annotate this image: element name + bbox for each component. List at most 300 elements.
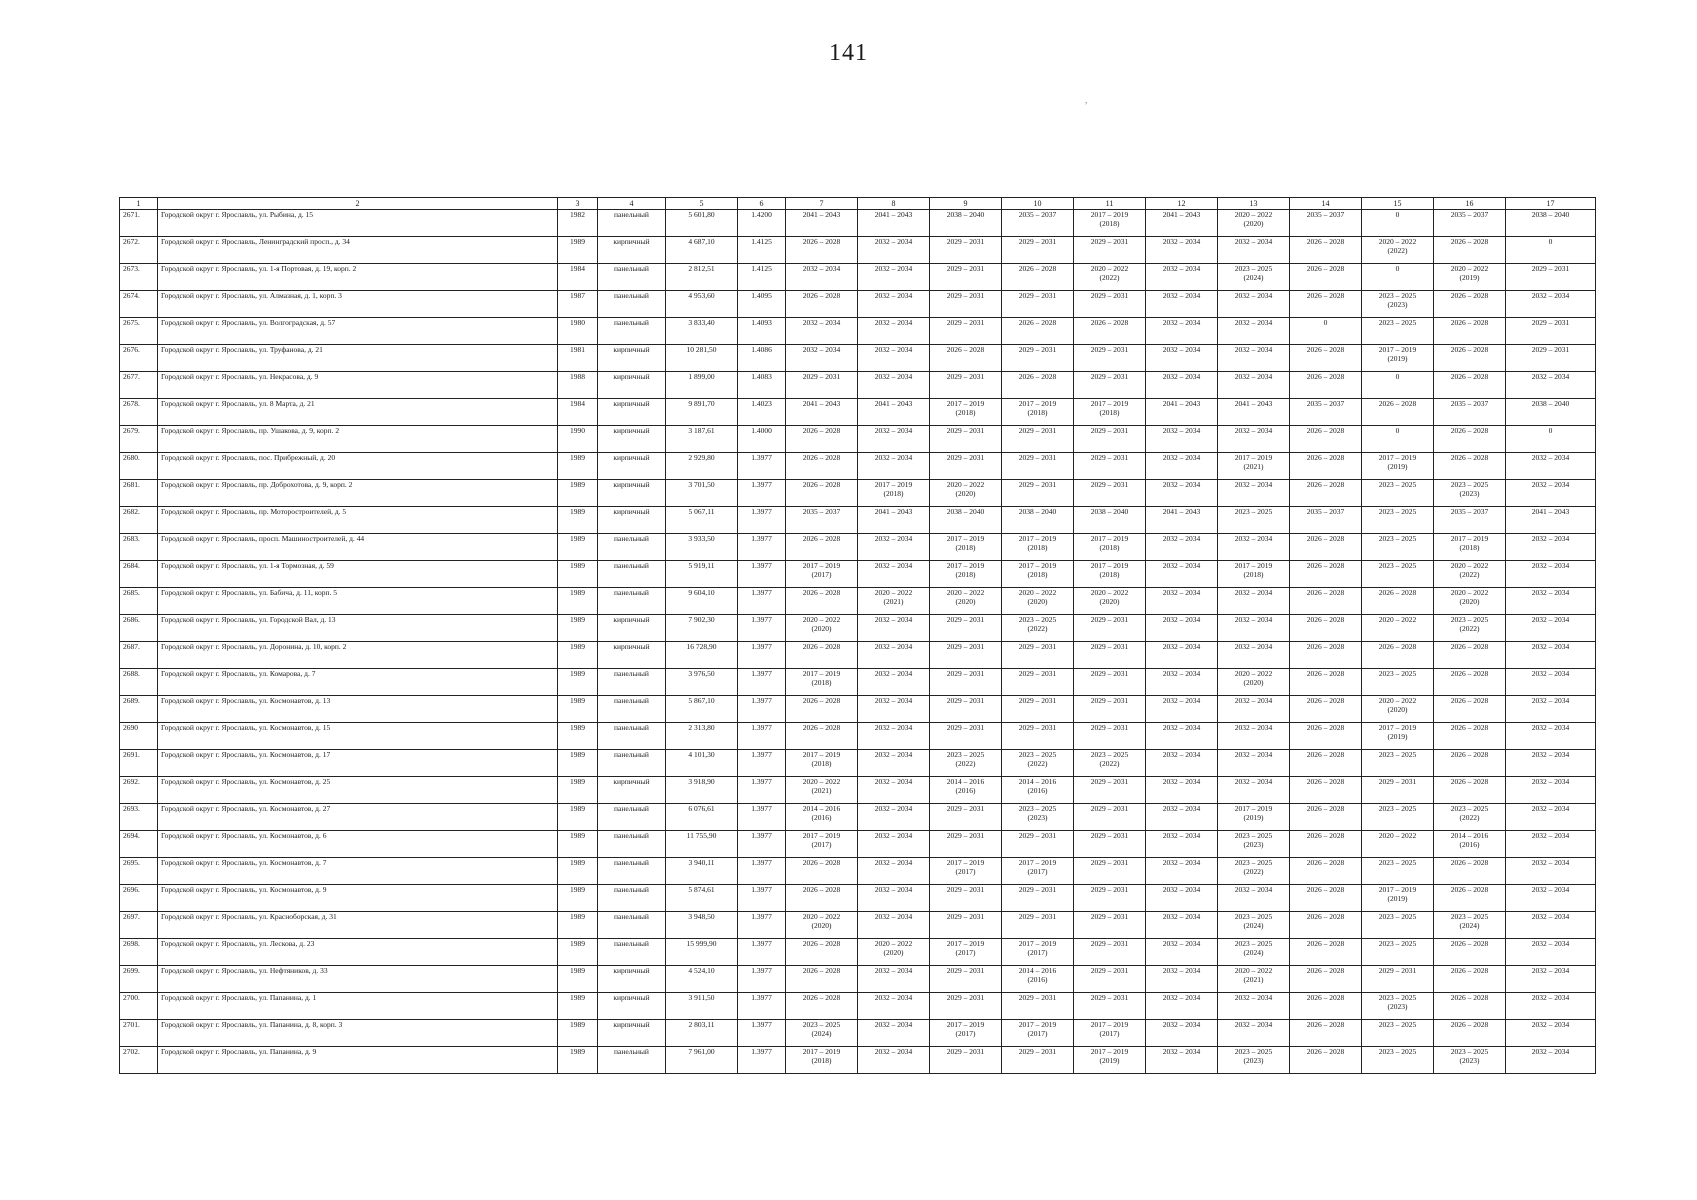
table-cell: 2017 – 2019 (2018) <box>1074 561 1146 588</box>
table-cell: 2041 – 2043 <box>1146 399 1218 426</box>
table-cell: 2 313,80 <box>666 723 738 750</box>
table-cell: 2026 – 2028 <box>1434 1020 1506 1047</box>
table-cell: 2023 – 2025 <box>1362 804 1434 831</box>
table-cell: 2695. <box>120 858 158 885</box>
table-cell: 2017 – 2019 (2017) <box>930 939 1002 966</box>
table-cell: панельный <box>598 264 666 291</box>
table-cell: Городской округ г. Ярославль, ул. Космонавтов, д. 6 <box>158 831 558 858</box>
table-cell: 2026 – 2028 <box>1290 534 1362 561</box>
table-cell: 2032 – 2034 <box>786 318 858 345</box>
table-cell: 2032 – 2034 <box>1146 966 1218 993</box>
table-cell: 1987 <box>558 291 598 318</box>
table-cell: 2035 – 2037 <box>1002 210 1074 237</box>
table-cell: 2026 – 2028 <box>1290 237 1362 264</box>
table-cell: 2023 – 2025 (2022) <box>1434 615 1506 642</box>
table-cell: 3 976,50 <box>666 669 738 696</box>
table-cell: 1989 <box>558 993 598 1020</box>
table-cell: 2023 – 2025 (2024) <box>1218 912 1290 939</box>
table-cell: 1989 <box>558 642 598 669</box>
table-cell: 2026 – 2028 <box>786 237 858 264</box>
table-cell: 2026 – 2028 <box>930 345 1002 372</box>
column-header-12: 12 <box>1146 198 1218 210</box>
table-cell: 2017 – 2019 (2019) <box>1362 453 1434 480</box>
table-cell: 2026 – 2028 <box>1002 318 1074 345</box>
table-cell: 2029 – 2031 <box>930 696 1002 723</box>
table-cell: 2017 – 2019 (2018) <box>930 561 1002 588</box>
table-cell: 2696. <box>120 885 158 912</box>
table-cell: 1.4093 <box>738 318 786 345</box>
table-cell: 2032 – 2034 <box>1146 534 1218 561</box>
table-cell: 2014 – 2016 (2016) <box>930 777 1002 804</box>
table-cell: Городской округ г. Ярославль, пр. Доброхотова, д. 9, корп. 2 <box>158 480 558 507</box>
table-cell: кирпичный <box>598 642 666 669</box>
table-cell: кирпичный <box>598 480 666 507</box>
table-cell: 2702. <box>120 1047 158 1074</box>
table-cell: 1.3977 <box>738 642 786 669</box>
table-cell: 2017 – 2019 (2018) <box>786 669 858 696</box>
column-header-11: 11 <box>1074 198 1146 210</box>
table-cell: 2029 – 2031 <box>930 237 1002 264</box>
table-row <box>120 561 1596 588</box>
table-cell: 2032 – 2034 <box>1146 750 1218 777</box>
table-cell: 2035 – 2037 <box>786 507 858 534</box>
table-cell: 2026 – 2028 <box>786 588 858 615</box>
table-row <box>120 885 1596 912</box>
table-cell: 1989 <box>558 696 598 723</box>
table-cell: 2029 – 2031 <box>930 966 1002 993</box>
table-cell: 1.3977 <box>738 480 786 507</box>
table-cell: 5 874,61 <box>666 885 738 912</box>
table-cell: 1984 <box>558 264 598 291</box>
table-cell: 2029 – 2031 <box>1362 777 1434 804</box>
table-cell: 2029 – 2031 <box>1002 831 1074 858</box>
table-cell: 2023 – 2025 <box>1362 939 1434 966</box>
column-header-13: 13 <box>1218 198 1290 210</box>
table-cell: 2676. <box>120 345 158 372</box>
table-cell: 2032 – 2034 <box>1218 993 1290 1020</box>
table-cell: 2029 – 2031 <box>930 642 1002 669</box>
table-row <box>120 1047 1596 1074</box>
table-cell: 2029 – 2031 <box>1074 480 1146 507</box>
table-cell: 2029 – 2031 <box>1074 777 1146 804</box>
table-cell: 1.4125 <box>738 264 786 291</box>
table-cell: кирпичный <box>598 426 666 453</box>
table-cell: Городской округ г. Ярославль, ул. Лескова, д. 23 <box>158 939 558 966</box>
table-row <box>120 777 1596 804</box>
table-cell: Городской округ г. Ярославль, ул. 1-я Портовая, д. 19, корп. 2 <box>158 264 558 291</box>
table-cell: 2017 – 2019 (2018) <box>786 1047 858 1074</box>
table-cell: 2023 – 2025 <box>1362 1020 1434 1047</box>
table-cell: 2038 – 2040 <box>1002 507 1074 534</box>
table-cell: 1989 <box>558 804 598 831</box>
table-cell: 1989 <box>558 669 598 696</box>
table-cell: 2017 – 2019 (2017) <box>1002 939 1074 966</box>
table-cell: 2041 – 2043 <box>786 399 858 426</box>
table-cell: 2020 – 2022 (2020) <box>1362 696 1434 723</box>
table-cell: 0 <box>1362 372 1434 399</box>
table-cell: 2 929,80 <box>666 453 738 480</box>
table-cell: 2029 – 2031 <box>930 723 1002 750</box>
table-cell: 2023 – 2025 (2023) <box>1434 480 1506 507</box>
table-cell: 2020 – 2022 (2020) <box>1218 210 1290 237</box>
table-cell: 2677. <box>120 372 158 399</box>
table-cell: 2017 – 2019 (2021) <box>1218 453 1290 480</box>
table-cell: 2700. <box>120 993 158 1020</box>
table-cell: 2026 – 2028 <box>1290 453 1362 480</box>
register-table-container <box>119 197 1596 1074</box>
table-cell: 2020 – 2022 (2021) <box>1218 966 1290 993</box>
table-cell: 2029 – 2031 <box>1074 237 1146 264</box>
table-cell: 2029 – 2031 <box>1074 804 1146 831</box>
table-cell: 2026 – 2028 <box>1290 831 1362 858</box>
table-cell: 1.3977 <box>738 723 786 750</box>
table-cell: панельный <box>598 696 666 723</box>
table-cell: 2029 – 2031 <box>1074 615 1146 642</box>
table-row <box>120 453 1596 480</box>
table-row <box>120 615 1596 642</box>
column-header-14: 14 <box>1290 198 1362 210</box>
table-cell: 2026 – 2028 <box>1002 264 1074 291</box>
table-cell: 2026 – 2028 <box>1290 615 1362 642</box>
table-cell: 2032 – 2034 <box>1146 804 1218 831</box>
table-cell: 2029 – 2031 <box>1002 291 1074 318</box>
table-cell: 2029 – 2031 <box>1074 966 1146 993</box>
table-cell: 2026 – 2028 <box>1290 642 1362 669</box>
table-cell: 2032 – 2034 <box>858 669 930 696</box>
column-header-7: 7 <box>786 198 858 210</box>
table-cell: 2032 – 2034 <box>786 264 858 291</box>
table-cell: 2026 – 2028 <box>1290 1020 1362 1047</box>
table-cell: 2026 – 2028 <box>786 426 858 453</box>
table-cell: 2032 – 2034 <box>858 615 930 642</box>
table-cell: 2032 – 2034 <box>1146 777 1218 804</box>
table-cell: 2026 – 2028 <box>1434 318 1506 345</box>
table-cell: 2026 – 2028 <box>1290 291 1362 318</box>
table-cell: 2023 – 2025 (2024) <box>1218 939 1290 966</box>
table-cell: 2032 – 2034 <box>1218 372 1290 399</box>
table-cell: 2032 – 2034 <box>858 372 930 399</box>
table-cell: 2032 – 2034 <box>1218 426 1290 453</box>
table-cell: 2029 – 2031 <box>930 426 1002 453</box>
table-cell: кирпичный <box>598 507 666 534</box>
table-cell: 2026 – 2028 <box>1290 885 1362 912</box>
table-row <box>120 912 1596 939</box>
table-cell: панельный <box>598 588 666 615</box>
table-cell: 2026 – 2028 <box>1434 750 1506 777</box>
table-cell: 1.3977 <box>738 507 786 534</box>
table-cell: 2674. <box>120 291 158 318</box>
table-cell: панельный <box>598 723 666 750</box>
header-row <box>120 198 1596 210</box>
table-cell: 2679. <box>120 426 158 453</box>
table-cell: 2032 – 2034 <box>1146 939 1218 966</box>
table-cell: 2026 – 2028 <box>1434 696 1506 723</box>
table-cell: 1988 <box>558 372 598 399</box>
table-cell: 3 911,50 <box>666 993 738 1020</box>
table-cell: Городской округ г. Ярославль, Ленинградский просп., д. 34 <box>158 237 558 264</box>
table-cell: 1984 <box>558 399 598 426</box>
table-cell: 2020 – 2022 (2020) <box>1218 669 1290 696</box>
table-cell: 2671. <box>120 210 158 237</box>
table-cell: 2032 – 2034 <box>858 831 930 858</box>
table-cell: 2041 – 2043 <box>1218 399 1290 426</box>
table-cell: 2032 – 2034 <box>1146 237 1218 264</box>
table-cell: 6 076,61 <box>666 804 738 831</box>
table-cell: 1989 <box>558 534 598 561</box>
table-cell: 1989 <box>558 831 598 858</box>
table-cell: 2023 – 2025 (2023) <box>1002 804 1074 831</box>
table-cell: 1.4086 <box>738 345 786 372</box>
table-cell: 2017 – 2019 (2017) <box>1074 1020 1146 1047</box>
table-cell: 2032 – 2034 <box>1146 561 1218 588</box>
table-cell: 2017 – 2019 (2018) <box>786 750 858 777</box>
table-cell: 2689. <box>120 696 158 723</box>
table-cell: 2017 – 2019 (2019) <box>1362 885 1434 912</box>
table-cell: 2029 – 2031 <box>1002 669 1074 696</box>
table-cell: панельный <box>598 750 666 777</box>
table-cell: 2017 – 2019 (2018) <box>1002 399 1074 426</box>
table-row <box>120 264 1596 291</box>
table-cell: 2041 – 2043 <box>858 507 930 534</box>
table-cell: 1989 <box>558 453 598 480</box>
table-cell: 2032 – 2034 <box>1506 1047 1596 1074</box>
table-cell: Городской округ г. Ярославль, ул. Доронина, д. 10, корп. 2 <box>158 642 558 669</box>
table-cell: 2029 – 2031 <box>1074 372 1146 399</box>
table-cell: 2032 – 2034 <box>1506 912 1596 939</box>
table-cell: 3 948,50 <box>666 912 738 939</box>
table-cell: панельный <box>598 912 666 939</box>
table-cell: 2032 – 2034 <box>1506 696 1596 723</box>
column-header-9: 9 <box>930 198 1002 210</box>
table-body <box>120 210 1596 1074</box>
table-cell: 2029 – 2031 <box>1002 912 1074 939</box>
table-cell: 4 687,10 <box>666 237 738 264</box>
table-cell: 2672. <box>120 237 158 264</box>
table-cell: Городской округ г. Ярославль, ул. Городской Вал, д. 13 <box>158 615 558 642</box>
table-cell: 2020 – 2022 (2020) <box>1074 588 1146 615</box>
table-cell: Городской округ г. Ярославль, пос. Прибрежный, д. 20 <box>158 453 558 480</box>
table-row <box>120 399 1596 426</box>
table-cell: 1.3977 <box>738 858 786 885</box>
register-table <box>119 197 1596 1074</box>
table-cell: 2026 – 2028 <box>786 885 858 912</box>
table-cell: 2029 – 2031 <box>1074 858 1146 885</box>
table-cell: 2026 – 2028 <box>1290 372 1362 399</box>
table-cell: 2029 – 2031 <box>1002 453 1074 480</box>
table-cell: 2026 – 2028 <box>1290 588 1362 615</box>
table-cell: 2032 – 2034 <box>1506 615 1596 642</box>
table-cell: 2693. <box>120 804 158 831</box>
table-cell: 2032 – 2034 <box>1506 858 1596 885</box>
table-cell: 2 812,51 <box>666 264 738 291</box>
table-cell: панельный <box>598 534 666 561</box>
table-cell: 2032 – 2034 <box>1218 723 1290 750</box>
table-cell: 1.3977 <box>738 831 786 858</box>
table-row <box>120 696 1596 723</box>
table-cell: панельный <box>598 858 666 885</box>
table-cell: 2026 – 2028 <box>786 966 858 993</box>
table-cell: 2026 – 2028 <box>1362 588 1434 615</box>
table-cell: 2017 – 2019 (2019) <box>1362 345 1434 372</box>
table-row <box>120 345 1596 372</box>
table-cell: 2029 – 2031 <box>930 453 1002 480</box>
table-cell: 2017 – 2019 (2019) <box>1362 723 1434 750</box>
table-cell: 0 <box>1506 426 1596 453</box>
table-cell: 2026 – 2028 <box>1434 669 1506 696</box>
table-cell: 2032 – 2034 <box>1146 264 1218 291</box>
table-cell: 1.3977 <box>738 966 786 993</box>
table-cell: 2032 – 2034 <box>1218 750 1290 777</box>
table-cell: 2682. <box>120 507 158 534</box>
table-cell: 2017 – 2019 (2019) <box>1218 804 1290 831</box>
table-cell: 7 961,00 <box>666 1047 738 1074</box>
table-cell: 2032 – 2034 <box>1506 453 1596 480</box>
table-cell: 2026 – 2028 <box>1434 453 1506 480</box>
table-cell: 2026 – 2028 <box>786 939 858 966</box>
table-cell: Городской округ г. Ярославль, ул. Космонавтов, д. 7 <box>158 858 558 885</box>
table-cell: 2041 – 2043 <box>858 210 930 237</box>
table-cell: 2029 – 2031 <box>1002 993 1074 1020</box>
table-cell: 1989 <box>558 615 598 642</box>
table-cell: кирпичный <box>598 345 666 372</box>
table-cell: 2029 – 2031 <box>1506 345 1596 372</box>
table-cell: 2032 – 2034 <box>1506 480 1596 507</box>
table-cell: 2017 – 2019 (2018) <box>930 534 1002 561</box>
table-cell: 0 <box>1362 264 1434 291</box>
table-cell: 2023 – 2025 (2022) <box>1218 858 1290 885</box>
table-cell: 2023 – 2025 (2023) <box>1362 993 1434 1020</box>
table-cell: 2673. <box>120 264 158 291</box>
column-header-8: 8 <box>858 198 930 210</box>
table-cell: 2032 – 2034 <box>1506 669 1596 696</box>
table-cell: 2029 – 2031 <box>930 318 1002 345</box>
table-cell: 2029 – 2031 <box>1002 885 1074 912</box>
table-cell: 2032 – 2034 <box>1218 291 1290 318</box>
table-cell: 0 <box>1506 237 1596 264</box>
table-cell: 2020 – 2022 <box>1362 831 1434 858</box>
table-cell: 2690 <box>120 723 158 750</box>
table-cell: 1989 <box>558 966 598 993</box>
table-cell: 2032 – 2034 <box>858 885 930 912</box>
table-cell: 2020 – 2022 (2020) <box>930 588 1002 615</box>
table-cell: 2026 – 2028 <box>1290 750 1362 777</box>
table-cell: 3 918,90 <box>666 777 738 804</box>
table-cell: 2026 – 2028 <box>1002 372 1074 399</box>
table-cell: 2032 – 2034 <box>1146 669 1218 696</box>
table-row <box>120 534 1596 561</box>
table-row <box>120 750 1596 777</box>
table-cell: 2026 – 2028 <box>1290 669 1362 696</box>
table-cell: 2032 – 2034 <box>1146 993 1218 1020</box>
table-cell: 2017 – 2019 (2017) <box>1002 1020 1074 1047</box>
table-cell: 2023 – 2025 (2023) <box>1362 291 1434 318</box>
table-cell: 2026 – 2028 <box>1290 939 1362 966</box>
table-cell: 2029 – 2031 <box>1074 345 1146 372</box>
column-header-4: 4 <box>598 198 666 210</box>
table-cell: 2032 – 2034 <box>1218 615 1290 642</box>
table-cell: 2032 – 2034 <box>858 345 930 372</box>
table-cell: 2032 – 2034 <box>858 534 930 561</box>
table-cell: 2020 – 2022 (2020) <box>786 615 858 642</box>
table-cell: Городской округ г. Ярославль, ул. Бабича, д. 11, корп. 5 <box>158 588 558 615</box>
table-cell: 1.3977 <box>738 750 786 777</box>
table-cell: 5 919,11 <box>666 561 738 588</box>
table-cell: 2029 – 2031 <box>1002 480 1074 507</box>
table-cell: 1.4095 <box>738 291 786 318</box>
table-cell: 1982 <box>558 210 598 237</box>
table-cell: 2701. <box>120 1020 158 1047</box>
table-cell: 2029 – 2031 <box>930 615 1002 642</box>
table-cell: 2020 – 2022 <box>1362 615 1434 642</box>
table-cell: 2029 – 2031 <box>930 372 1002 399</box>
table-cell: Городской округ г. Ярославль, ул. Космонавтов, д. 25 <box>158 777 558 804</box>
table-cell: 2026 – 2028 <box>786 480 858 507</box>
table-cell: 2032 – 2034 <box>1146 615 1218 642</box>
table-cell: 2026 – 2028 <box>1290 777 1362 804</box>
table-cell: кирпичный <box>598 966 666 993</box>
table-cell: 1.4200 <box>738 210 786 237</box>
table-cell: 3 933,50 <box>666 534 738 561</box>
table-cell: 2029 – 2031 <box>1074 885 1146 912</box>
table-cell: 2020 – 2022 (2021) <box>786 777 858 804</box>
table-cell: 2032 – 2034 <box>1146 642 1218 669</box>
table-cell: 2026 – 2028 <box>1290 966 1362 993</box>
table-cell: 2023 – 2025 <box>1362 669 1434 696</box>
table-cell: Городской округ г. Ярославль, пр. Моторостроителей, д. 5 <box>158 507 558 534</box>
table-cell: 2026 – 2028 <box>1434 723 1506 750</box>
table-row <box>120 858 1596 885</box>
table-cell: 2032 – 2034 <box>858 561 930 588</box>
table-cell: 2029 – 2031 <box>930 1047 1002 1074</box>
table-cell: 2032 – 2034 <box>858 453 930 480</box>
table-cell: 2035 – 2037 <box>1434 399 1506 426</box>
table-cell: 2023 – 2025 (2023) <box>1218 831 1290 858</box>
table-cell: 2032 – 2034 <box>858 966 930 993</box>
table-cell: 2026 – 2028 <box>1290 804 1362 831</box>
table-cell: 2041 – 2043 <box>1146 210 1218 237</box>
table-cell: панельный <box>598 669 666 696</box>
table-cell: 2026 – 2028 <box>1290 912 1362 939</box>
table-cell: кирпичный <box>598 372 666 399</box>
table-cell: 2023 – 2025 <box>1362 534 1434 561</box>
table-cell: 3 833,40 <box>666 318 738 345</box>
table-cell: 1990 <box>558 426 598 453</box>
table-cell: 2032 – 2034 <box>858 318 930 345</box>
table-cell: 2032 – 2034 <box>1218 696 1290 723</box>
table-cell: 2029 – 2031 <box>1074 291 1146 318</box>
table-cell: 2029 – 2031 <box>1074 669 1146 696</box>
table-cell: 1.3977 <box>738 777 786 804</box>
table-cell: 2032 – 2034 <box>1146 480 1218 507</box>
table-cell: 2026 – 2028 <box>786 723 858 750</box>
table-row <box>120 480 1596 507</box>
table-cell: Городской округ г. Ярославль, ул. Космонавтов, д. 9 <box>158 885 558 912</box>
table-cell: Городской округ г. Ярославль, ул. Космонавтов, д. 13 <box>158 696 558 723</box>
table-cell: 2032 – 2034 <box>1506 561 1596 588</box>
table-cell: 2032 – 2034 <box>1146 1047 1218 1074</box>
table-cell: 2032 – 2034 <box>1146 588 1218 615</box>
table-cell: 2017 – 2019 (2017) <box>930 1020 1002 1047</box>
table-row <box>120 642 1596 669</box>
table-cell: 2032 – 2034 <box>1506 777 1596 804</box>
table-cell: 2023 – 2025 (2022) <box>930 750 1002 777</box>
table-cell: 16 728,90 <box>666 642 738 669</box>
table-cell: 2032 – 2034 <box>1506 642 1596 669</box>
table-cell: кирпичный <box>598 1020 666 1047</box>
table-cell: 1989 <box>558 1047 598 1074</box>
table-cell: 2032 – 2034 <box>858 993 930 1020</box>
table-cell: 2026 – 2028 <box>1434 372 1506 399</box>
